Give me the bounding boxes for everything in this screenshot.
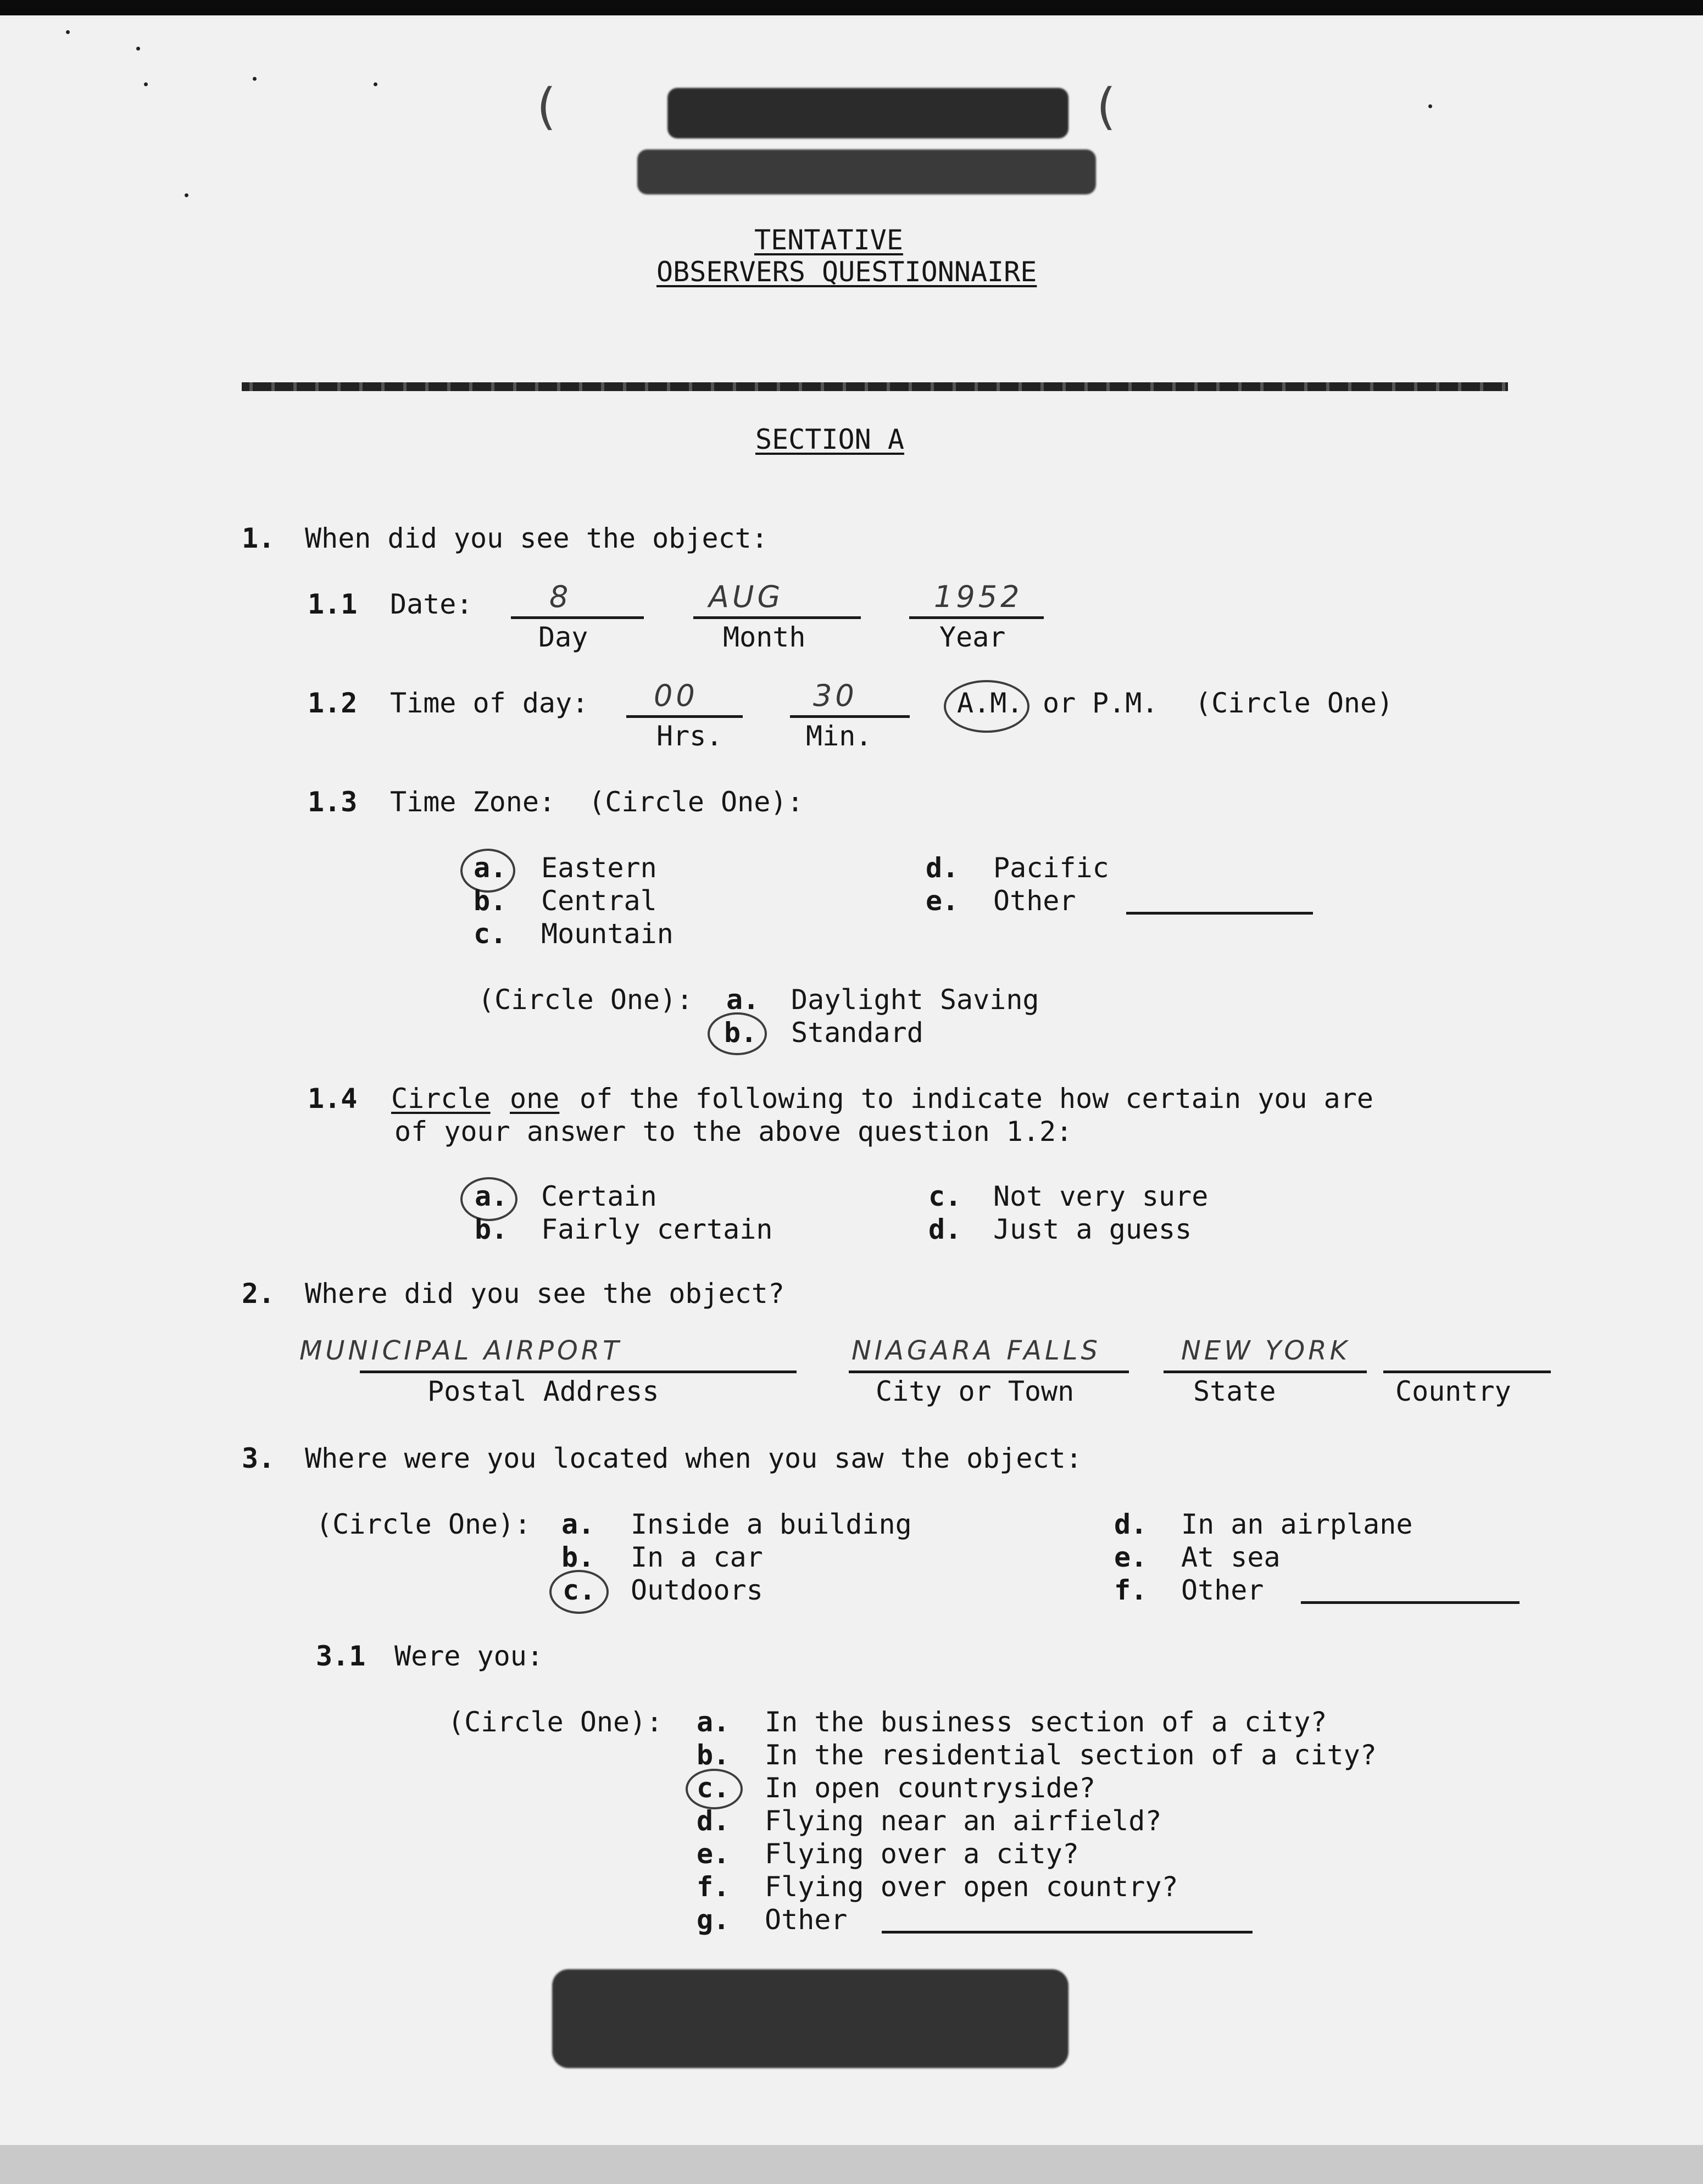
date-year-value[interactable]: 1952 (934, 580, 1023, 614)
time-hours-field[interactable] (626, 715, 743, 718)
scan-speck (136, 47, 140, 51)
form-title-line2: OBSERVERS QUESTIONNAIRE (656, 256, 1037, 288)
question-text: Were you: (394, 1640, 543, 1672)
question-number: 3. (242, 1442, 275, 1474)
scan-speck (374, 82, 377, 86)
field-caption: Hrs. (656, 720, 723, 752)
paren-mark: ( (531, 78, 561, 136)
option-letter[interactable]: d. (928, 1213, 962, 1245)
circle-one-label: (Circle One): (316, 1508, 531, 1540)
time-minutes-value[interactable]: 30 (813, 678, 858, 713)
standard-option[interactable]: Standard (791, 1017, 923, 1049)
question-text: of your answer to the above question 1.2: (394, 1116, 1073, 1147)
option-letter[interactable]: a. (726, 984, 760, 1016)
question-text: Where did you see the object? (305, 1278, 784, 1310)
field-caption: Postal Address (427, 1375, 659, 1407)
state-field[interactable] (1164, 1370, 1367, 1373)
scan-speck (185, 193, 188, 197)
location-option-sea[interactable]: At sea (1181, 1541, 1281, 1573)
area-option-other[interactable]: Other (765, 1904, 848, 1936)
country-field[interactable] (1383, 1370, 1551, 1373)
time-hours-value[interactable]: 00 (654, 678, 698, 713)
am-option[interactable]: A.M. (957, 687, 1023, 719)
area-other-field[interactable] (882, 1931, 1253, 1934)
city-field[interactable] (849, 1370, 1129, 1373)
field-caption: Year (939, 621, 1006, 653)
time-minutes-field[interactable] (790, 715, 910, 718)
scan-top-border (0, 0, 1703, 15)
option-letter[interactable]: c. (563, 1574, 596, 1606)
date-month-value[interactable]: AUG (709, 580, 784, 614)
area-option-residential[interactable]: In the residential section of a city? (765, 1739, 1377, 1771)
option-letter[interactable]: f. (697, 1871, 730, 1903)
timezone-option-central[interactable]: Central (541, 885, 657, 917)
question-number: 1.1 (308, 588, 358, 620)
question-text: Where were you located when you saw the object: (305, 1442, 1082, 1474)
option-letter[interactable]: c. (928, 1180, 962, 1212)
question-text: When did you see the object: (305, 522, 768, 554)
area-option-countryside[interactable]: In open countryside? (765, 1772, 1096, 1804)
daylight-saving-option[interactable]: Daylight Saving (791, 984, 1039, 1016)
date-label: Date: (390, 588, 473, 620)
scan-bottom-border (0, 2145, 1703, 2184)
option-letter[interactable]: f. (1114, 1574, 1148, 1606)
date-day-field[interactable] (511, 616, 644, 619)
timezone-option-pacific[interactable]: Pacific (993, 852, 1109, 884)
certainty-option-guess[interactable]: Just a guess (993, 1213, 1192, 1245)
location-other-field[interactable] (1301, 1601, 1520, 1604)
location-option-building[interactable]: Inside a building (631, 1508, 912, 1540)
option-letter[interactable]: e. (697, 1838, 730, 1870)
option-letter[interactable]: a. (561, 1508, 595, 1540)
scan-speck (66, 30, 70, 34)
postal-address-value[interactable]: MUNICIPAL AIRPORT (299, 1335, 622, 1366)
timezone-option-other[interactable]: Other (993, 885, 1076, 917)
separator-rule (242, 382, 1508, 391)
date-month-field[interactable] (693, 616, 861, 619)
location-option-airplane[interactable]: In an airplane (1181, 1508, 1413, 1540)
option-letter[interactable]: a. (475, 1180, 508, 1212)
question-number: 1.3 (308, 786, 358, 818)
redaction-bar (552, 1969, 1068, 2068)
option-letter[interactable]: a. (697, 1706, 730, 1738)
location-option-other[interactable]: Other (1181, 1574, 1264, 1606)
field-caption: Min. (806, 720, 872, 752)
postal-address-field[interactable] (360, 1370, 797, 1373)
option-letter[interactable]: a. (474, 852, 507, 884)
circle-one-note: (Circle One) (1195, 687, 1394, 719)
time-label: Time of day: (390, 687, 589, 719)
area-option-over-city[interactable]: Flying over a city? (765, 1838, 1079, 1870)
field-caption: Country (1395, 1375, 1511, 1407)
date-day-value[interactable]: 8 (549, 580, 572, 614)
timezone-label: Time Zone: (Circle One): (390, 786, 804, 818)
option-letter[interactable]: b. (561, 1541, 595, 1573)
timezone-option-mountain[interactable]: Mountain (541, 918, 674, 950)
option-letter[interactable]: b. (724, 1017, 758, 1049)
or-text: or (1043, 687, 1076, 719)
circle-one-label: (Circle One): (448, 1706, 663, 1738)
redaction-bar (667, 88, 1068, 138)
city-value[interactable]: NIAGARA FALLS (852, 1335, 1101, 1366)
scan-speck (1428, 104, 1432, 108)
question-number: 3.1 (316, 1640, 366, 1672)
question-number: 1. (242, 522, 275, 554)
scan-speck (253, 77, 257, 81)
field-caption: City or Town (876, 1375, 1075, 1407)
location-option-car[interactable]: In a car (631, 1541, 763, 1573)
field-caption: Day (538, 621, 588, 653)
field-caption: State (1193, 1375, 1276, 1407)
area-option-over-country[interactable]: Flying over open country? (765, 1871, 1178, 1903)
option-letter[interactable]: b. (475, 1213, 508, 1245)
location-option-outdoors[interactable]: Outdoors (631, 1574, 763, 1606)
option-letter[interactable]: d. (926, 852, 959, 884)
redaction-bar (637, 149, 1096, 194)
section-heading: SECTION A (755, 424, 904, 455)
option-letter[interactable]: g. (697, 1904, 730, 1936)
area-option-near-airfield[interactable]: Flying near an airfield? (765, 1805, 1162, 1837)
question-number: 2. (242, 1278, 275, 1310)
field-caption: Month (723, 621, 806, 653)
circle-one-label: (Circle One): (478, 984, 693, 1016)
instruction-one: one (510, 1083, 560, 1115)
area-option-business[interactable]: In the business section of a city? (765, 1706, 1327, 1738)
option-letter[interactable]: b. (474, 885, 507, 917)
question-number: 1.4 (308, 1083, 358, 1115)
form-title-line1: TENTATIVE (754, 224, 903, 256)
option-letter[interactable]: b. (697, 1739, 730, 1771)
question-text: of the following to indicate how certain you are (580, 1083, 1373, 1115)
option-letter[interactable]: e. (926, 885, 959, 917)
option-letter[interactable]: c. (474, 918, 507, 950)
question-number: 1.2 (308, 687, 358, 719)
option-letter[interactable]: d. (1114, 1508, 1148, 1540)
timezone-option-eastern[interactable]: Eastern (541, 852, 657, 884)
instruction-circle: Circle (391, 1083, 491, 1115)
scan-speck (144, 82, 148, 86)
certainty-option-fairly[interactable]: Fairly certain (541, 1213, 773, 1245)
state-value[interactable]: NEW YORK (1181, 1335, 1351, 1366)
paren-mark: ( (1090, 78, 1121, 136)
option-letter[interactable]: e. (1114, 1541, 1148, 1573)
date-year-field[interactable] (909, 616, 1044, 619)
pm-option[interactable]: P.M. (1092, 687, 1159, 719)
certainty-option-not-sure[interactable]: Not very sure (993, 1180, 1209, 1212)
timezone-other-field[interactable] (1126, 912, 1313, 915)
option-letter[interactable]: d. (697, 1805, 730, 1837)
option-letter[interactable]: c. (697, 1772, 730, 1804)
certainty-option-certain[interactable]: Certain (541, 1180, 657, 1212)
